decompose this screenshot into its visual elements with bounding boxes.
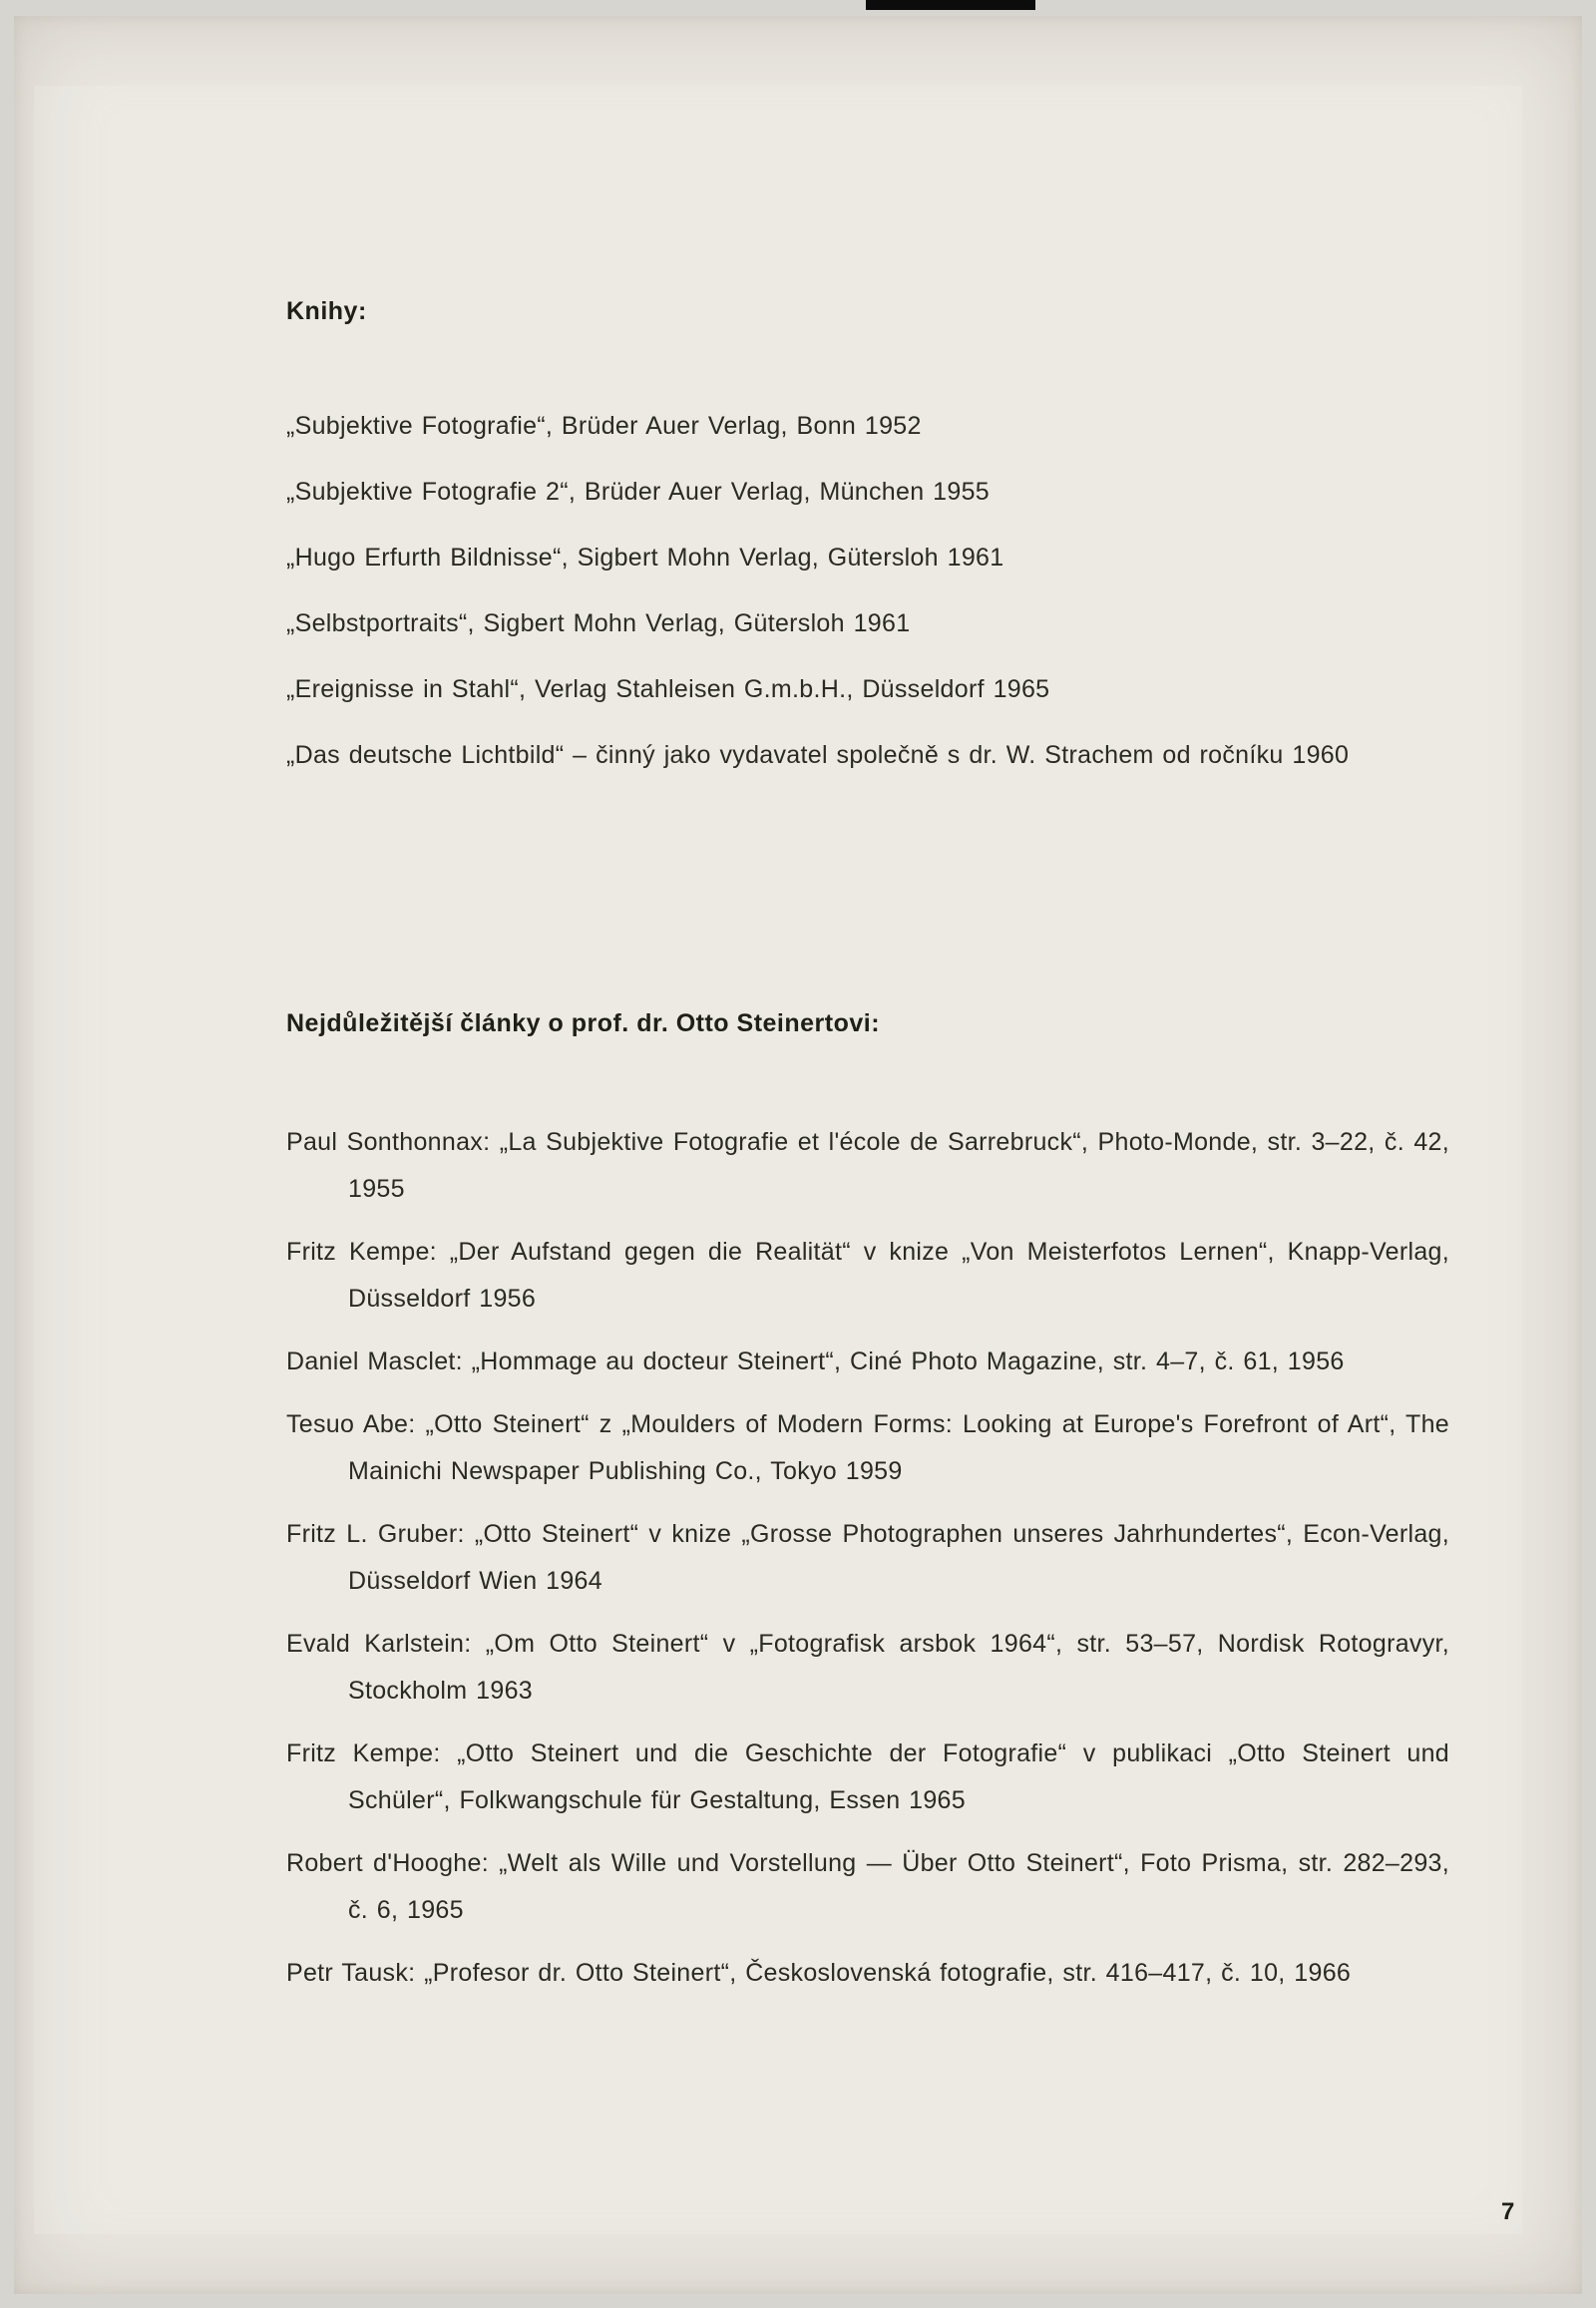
articles-list bbox=[286, 1119, 1449, 2013]
article-entry: Daniel Masclet: „Hommage au docteur Steinert“, Ciné Photo Magazine, str. 4–7, č. 61, 1956 bbox=[286, 1347, 1345, 1375]
book-entry: „Selbstportraits“, Sigbert Mohn Verlag, Gütersloh 1961 bbox=[286, 609, 911, 637]
article-entry: Fritz Kempe: „Der Aufstand gegen die Realität“ v knize „Von Meisterfotos Lernen“, Knapp-Verlag, Düsseldorf 1956 bbox=[286, 1238, 1449, 1313]
article-entry: Evald Karlstein: „Om Otto Steinert“ v „Fotografisk arsbok 1964“, str. 53–57, Nordisk Rotogravyr, Stockholm 1963 bbox=[286, 1630, 1449, 1705]
book-entry: „Subjektive Fotografie“, Brüder Auer Verlag, Bonn 1952 bbox=[286, 412, 922, 440]
book-entry: „Subjektive Fotografie 2“, Brüder Auer Verlag, München 1955 bbox=[286, 478, 990, 506]
article-entry: Petr Tausk: „Profesor dr. Otto Steinert“, Československá fotografie, str. 416–417, č. 10, 1966 bbox=[286, 1959, 1352, 1987]
article-entry: Robert d'Hooghe: „Welt als Wille und Vorstellung — Über Otto Steinert“, Foto Prisma, str. 282–293, č. 6, 1965 bbox=[286, 1849, 1449, 1924]
article-entry: Fritz Kempe: „Otto Steinert und die Geschichte der Fotografie“ v publikaci „Otto Steinert und Schüler“, Folkwangschule für Gestaltung, Essen 1965 bbox=[286, 1739, 1449, 1814]
books-section-heading: Knihy: bbox=[286, 297, 367, 325]
article-entry: Tesuo Abe: „Otto Steinert“ z „Moulders of Modern Forms: Looking at Europe's Forefront of Art“, The Mainichi Newspaper Publishing Co., Tokyo 1959 bbox=[286, 1410, 1449, 1485]
article-entry: Paul Sonthonnax: „La Subjektive Fotografie et l'école de Sarrebruck“, Photo-Monde, str. 3–22, č. 42, 1955 bbox=[286, 1128, 1449, 1203]
paper-page bbox=[14, 16, 1582, 2294]
book-entry: „Das deutsche Lichtbild“ – činný jako vydavatel společně s dr. W. Strachem od ročníku 1960 bbox=[286, 741, 1350, 769]
articles-section-heading: Nejdůležitější články o prof. dr. Otto Steinertovi: bbox=[286, 1009, 881, 1037]
book-entry: „Ereignisse in Stahl“, Verlag Stahleisen G.m.b.H., Düsseldorf 1965 bbox=[286, 675, 1050, 703]
article-entry: Fritz L. Gruber: „Otto Steinert“ v knize „Grosse Photographen unseres Jahrhundertes“, Econ-Verlag, Düsseldorf Wien 1964 bbox=[286, 1520, 1449, 1595]
book-entry: „Hugo Erfurth Bildnisse“, Sigbert Mohn Verlag, Gütersloh 1961 bbox=[286, 544, 1004, 572]
scan-edge-mark bbox=[866, 0, 1035, 10]
books-list bbox=[286, 403, 1449, 798]
page-number: 7 bbox=[1501, 2198, 1515, 2225]
